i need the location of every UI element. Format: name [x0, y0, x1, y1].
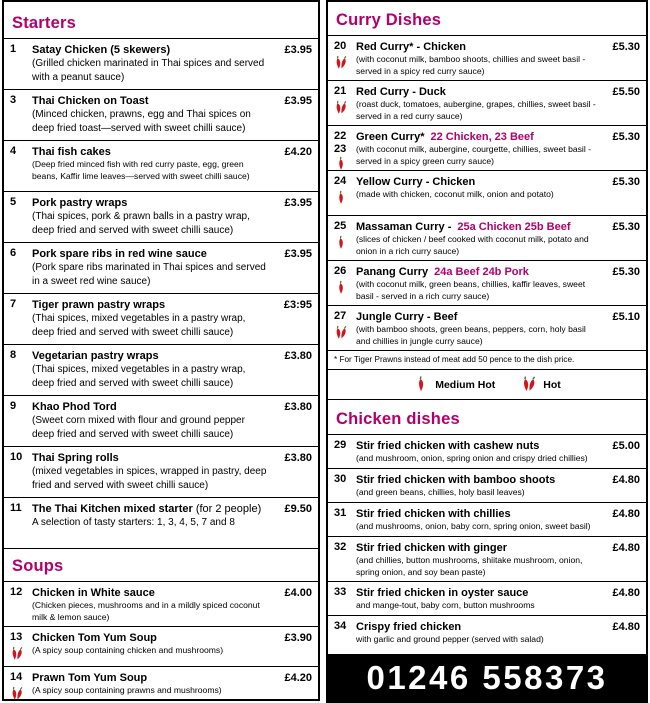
item-body	[32, 400, 272, 441]
chicken-heading: Chicken dishes	[336, 410, 460, 428]
item-body	[32, 145, 272, 182]
phone-number[interactable]: 01246 558373	[326, 654, 648, 703]
menu-item	[4, 140, 318, 191]
starters-list	[4, 38, 318, 548]
item-price: £3.95	[284, 197, 312, 209]
item-name: Red Curry - Duck	[356, 86, 446, 98]
item-price: £3.80	[284, 350, 312, 362]
item-name: Stir fried chicken with cashew nuts	[356, 440, 540, 452]
legend-medium-hot	[413, 376, 495, 393]
item-number: 31	[334, 507, 347, 519]
item-number: 7	[10, 298, 17, 310]
menu-item	[4, 191, 318, 242]
chilli-hot-icon	[10, 686, 24, 702]
item-description: (Pork spare ribs marinated in Thai spices and served in a sweet red wine sauce)	[32, 262, 266, 287]
item-price: £5.00	[612, 440, 640, 452]
item-description: A selection of tasty starters: 1, 3, 4, 5, 7 and 8	[32, 517, 235, 528]
item-number: 6	[10, 247, 17, 259]
item-price: £5.50	[612, 86, 640, 98]
soups-heading: Soups	[4, 548, 318, 581]
chilli-hot-icon	[334, 325, 348, 341]
chilli-medium-icon	[334, 235, 348, 251]
item-body	[32, 349, 272, 390]
menu-item	[4, 344, 318, 395]
menu-item	[328, 170, 646, 215]
menu-item	[328, 125, 646, 170]
item-body	[32, 196, 272, 237]
menu-item	[4, 242, 318, 293]
item-name: Pork spare ribs in red wine sauce	[32, 248, 207, 260]
item-price: £4.80	[612, 542, 640, 554]
item-description: (Deep fried minced fish with red curry paste, egg, green beans, Kaffir lime leaves—served with sweet chilli sauce)	[32, 159, 250, 181]
item-price: £4.00	[284, 587, 312, 599]
item-description: (slices of chicken / beef cooked with coconut milk, potato and onion in a rich curry sauce)	[356, 234, 589, 256]
menu-item	[328, 434, 646, 468]
chicken-list	[328, 434, 646, 649]
item-body	[32, 43, 272, 84]
item-name: Stir fried chicken with bamboo shoots	[356, 474, 556, 486]
item-number-secondary: 23	[334, 143, 347, 155]
item-description: (made with chicken, coconut milk, onion and potato)	[356, 189, 554, 199]
menu-item	[4, 626, 318, 666]
item-body	[356, 130, 600, 167]
menu-item	[328, 581, 646, 615]
item-description: (roast duck, tomatoes, aubergine, grapes, chillies, sweet basil - served in a red curry sauce)	[356, 99, 596, 121]
item-price: £5.30	[612, 176, 640, 188]
item-price: £5.30	[612, 131, 640, 143]
item-number: 21	[334, 85, 347, 97]
item-description: (Chicken pieces, mushrooms and in a mildly spiced coconut milk & lemon sauce)	[32, 600, 260, 622]
item-name: Stir fried chicken in oyster sauce	[356, 587, 529, 599]
menu-item	[328, 215, 646, 260]
item-variants: 22 Chicken, 23 Beef	[430, 131, 534, 143]
item-name: Prawn Tom Yum Soup	[32, 672, 148, 684]
item-number: 24	[334, 175, 347, 187]
item-description: (and chillies, button mushrooms, shiitake mushroom, onion, spring onion, and soy bean paste)	[356, 555, 583, 577]
item-name: The Thai Kitchen mixed starter (for 2 people)	[32, 503, 262, 515]
item-name: Massaman Curry - 25a Chicken 25b Beef	[356, 221, 571, 233]
item-number: 8	[10, 349, 17, 361]
chilli-medium-icon	[334, 280, 348, 296]
item-description: (and mushrooms, onion, baby corn, spring onion, sweet basil)	[356, 521, 591, 531]
right-menu-column	[326, 0, 648, 670]
item-name: Thai Chicken on Toast	[32, 95, 149, 107]
item-price: £3.95	[284, 248, 312, 260]
item-name: Thai fish cakes	[32, 146, 111, 158]
item-description: (Minced chicken, prawns, egg and Thai spices on deep fried toast—served with sweet chilli sauce)	[32, 109, 251, 134]
item-body	[32, 502, 272, 530]
item-price: £3.80	[284, 452, 312, 464]
menu-item	[4, 89, 318, 140]
legend-hot-label: Hot	[543, 378, 561, 391]
item-name: Chicken Tom Yum Soup	[32, 632, 157, 644]
menu-item	[328, 502, 646, 536]
item-description: (Sweet corn mixed with flour and ground pepper deep fried and served with sweet chilli sauce)	[32, 415, 245, 440]
menu-item	[328, 468, 646, 502]
tiger-prawn-note: * For Tiger Prawns instead of meat add 50 pence to the dish price.	[328, 350, 646, 369]
item-price: £4.20	[284, 672, 312, 684]
left-menu-column	[2, 0, 320, 701]
item-price: £4.80	[612, 587, 640, 599]
item-number: 1	[10, 43, 17, 55]
item-description: and mange-tout, baby corn, button mushrooms	[356, 600, 535, 610]
curry-list	[328, 35, 646, 350]
item-price: £5.30	[612, 266, 640, 278]
menu-item	[328, 260, 646, 305]
item-body	[356, 439, 600, 465]
item-body	[356, 175, 600, 201]
item-description: (and mushroom, onion, spring onion and crispy dried chillies)	[356, 453, 588, 463]
item-number: 3	[10, 94, 17, 106]
item-body	[356, 586, 600, 612]
item-price: £3.95	[284, 44, 312, 56]
item-name: Yellow Curry - Chicken	[356, 176, 476, 188]
starters-heading: Starters	[12, 14, 76, 32]
item-body	[356, 310, 600, 347]
item-name: Thai Spring rolls	[32, 452, 119, 464]
item-body	[32, 247, 272, 288]
menu-item	[4, 38, 318, 89]
item-name: Stir fried chicken with ginger	[356, 542, 507, 554]
item-name-suffix: (for 2 people)	[192, 503, 262, 515]
item-number: 34	[334, 620, 347, 632]
item-number: 25	[334, 220, 347, 232]
item-body	[356, 220, 600, 257]
item-number: 5	[10, 196, 17, 208]
item-price: £5.10	[612, 311, 640, 323]
curry-heading: Curry Dishes	[336, 11, 442, 29]
item-body	[356, 40, 600, 77]
spice-legend	[328, 369, 646, 400]
chilli-hot-icon	[334, 100, 348, 116]
chilli-hot-icon	[521, 376, 537, 393]
item-description: (with coconut milk, green beans, chillies, kaffir leaves, sweet basil - served in a rich curry sauce)	[356, 279, 586, 301]
menu-item	[328, 536, 646, 581]
item-description: (Thai spices, pork & prawn balls in a pastry wrap, deep fried and served with sweet chilli sauce)	[32, 211, 250, 236]
item-name: Satay Chicken (5 skewers)	[32, 44, 171, 56]
item-number: 32	[334, 541, 347, 553]
item-description: (with coconut milk, bamboo shoots, chillies and sweet basil - served in a spicy red curry sauce)	[356, 54, 586, 76]
item-price: £4.80	[612, 474, 640, 486]
item-number: 9	[10, 400, 17, 412]
item-description: (A spicy soup containing chicken and mushrooms)	[32, 645, 224, 655]
chilli-hot-icon	[10, 646, 24, 662]
item-body	[32, 451, 272, 492]
item-number: 33	[334, 586, 347, 598]
item-description: (with bamboo shoots, green beans, peppers, corn, holy basil and chillies in jungle curry sauce)	[356, 324, 586, 346]
item-description: (Thai spices, mixed vegetables in a pastry wrap, deep fried and served with sweet chilli sauce)	[32, 364, 246, 389]
item-name: Crispy fried chicken	[356, 621, 462, 633]
item-price: £4.20	[284, 146, 312, 158]
menu-item	[328, 305, 646, 350]
item-price: £4.80	[612, 621, 640, 633]
item-body	[32, 631, 272, 657]
item-number: 4	[10, 145, 17, 157]
item-body	[356, 620, 600, 646]
item-price: £5.30	[612, 221, 640, 233]
chilli-hot-icon	[334, 55, 348, 71]
item-name: Jungle Curry - Beef	[356, 311, 458, 323]
menu-item	[4, 581, 318, 626]
item-description: (Thai spices, mixed vegetables in a pastry wrap, deep fried and served with sweet chilli sauce)	[32, 313, 246, 338]
item-number: 12	[10, 586, 23, 598]
item-body	[356, 541, 600, 578]
item-name: Chicken in White sauce	[32, 587, 155, 599]
item-body	[356, 265, 600, 302]
item-number: 11	[10, 502, 22, 514]
item-name: Stir fried chicken with chillies	[356, 508, 511, 520]
item-number: 13	[10, 631, 23, 643]
item-description: (with coconut milk, aubergine, courgette, chillies, sweet basil - served in a spicy green curry sauce)	[356, 144, 592, 166]
chilli-medium-icon	[334, 190, 348, 206]
soups-list	[4, 581, 318, 703]
item-description: (mixed vegetables in spices, wrapped in pastry, deep fried and served with sweet chilli sauce)	[32, 466, 267, 491]
item-name: Khao Phod Tord	[32, 401, 117, 413]
item-number: 14	[10, 671, 23, 683]
item-number: 27	[334, 310, 347, 322]
item-name: Green Curry* 22 Chicken, 23 Beef	[356, 131, 534, 143]
item-number: 29	[334, 439, 347, 451]
item-price: £3.90	[284, 632, 312, 644]
menu-item	[4, 395, 318, 446]
item-price: £3.95	[284, 95, 312, 107]
item-variants: 25a Chicken 25b Beef	[457, 221, 571, 233]
item-name: Panang Curry 24a Beef 24b Pork	[356, 266, 529, 278]
item-price: £9.50	[284, 503, 312, 515]
item-name: Tiger prawn pastry wraps	[32, 299, 166, 311]
menu-item	[4, 446, 318, 497]
menu-item	[328, 35, 646, 80]
item-name: Red Curry* - Chicken	[356, 41, 467, 53]
menu-item	[328, 80, 646, 125]
item-name: Vegetarian pastry wraps	[32, 350, 159, 362]
item-number: 30	[334, 473, 347, 485]
item-number: 20	[334, 40, 347, 52]
legend-medium-label: Medium Hot	[435, 378, 496, 391]
chilli-medium-icon	[413, 376, 429, 393]
item-body	[356, 85, 600, 122]
item-price: £3.80	[284, 401, 312, 413]
item-body	[32, 586, 272, 623]
item-description: with garlic and ground pepper (served with salad)	[356, 634, 544, 644]
item-description: (and green beans, chillies, holy basil leaves)	[356, 487, 525, 497]
menu-item	[328, 615, 646, 649]
item-price: £3:95	[283, 299, 312, 311]
item-price: £5.30	[612, 41, 640, 53]
item-body	[32, 298, 272, 339]
item-body	[32, 94, 272, 135]
legend-hot	[521, 376, 561, 393]
item-body	[356, 507, 600, 533]
menu-item	[4, 497, 318, 548]
item-name: Pork pastry wraps	[32, 197, 128, 209]
item-body	[356, 473, 600, 499]
item-description: (Grilled chicken marinated in Thai spices and served with a peanut sauce)	[32, 58, 265, 83]
item-number: 22 23	[334, 130, 356, 156]
item-body	[32, 671, 272, 697]
item-description: (A spicy soup containing prawns and mushrooms)	[32, 685, 222, 695]
item-number: 10	[10, 451, 23, 463]
menu-item	[4, 666, 318, 703]
item-number: 26	[334, 265, 347, 277]
menu-item	[4, 293, 318, 344]
item-variants: 24a Beef 24b Pork	[434, 266, 529, 278]
item-price: £4.80	[612, 508, 640, 520]
